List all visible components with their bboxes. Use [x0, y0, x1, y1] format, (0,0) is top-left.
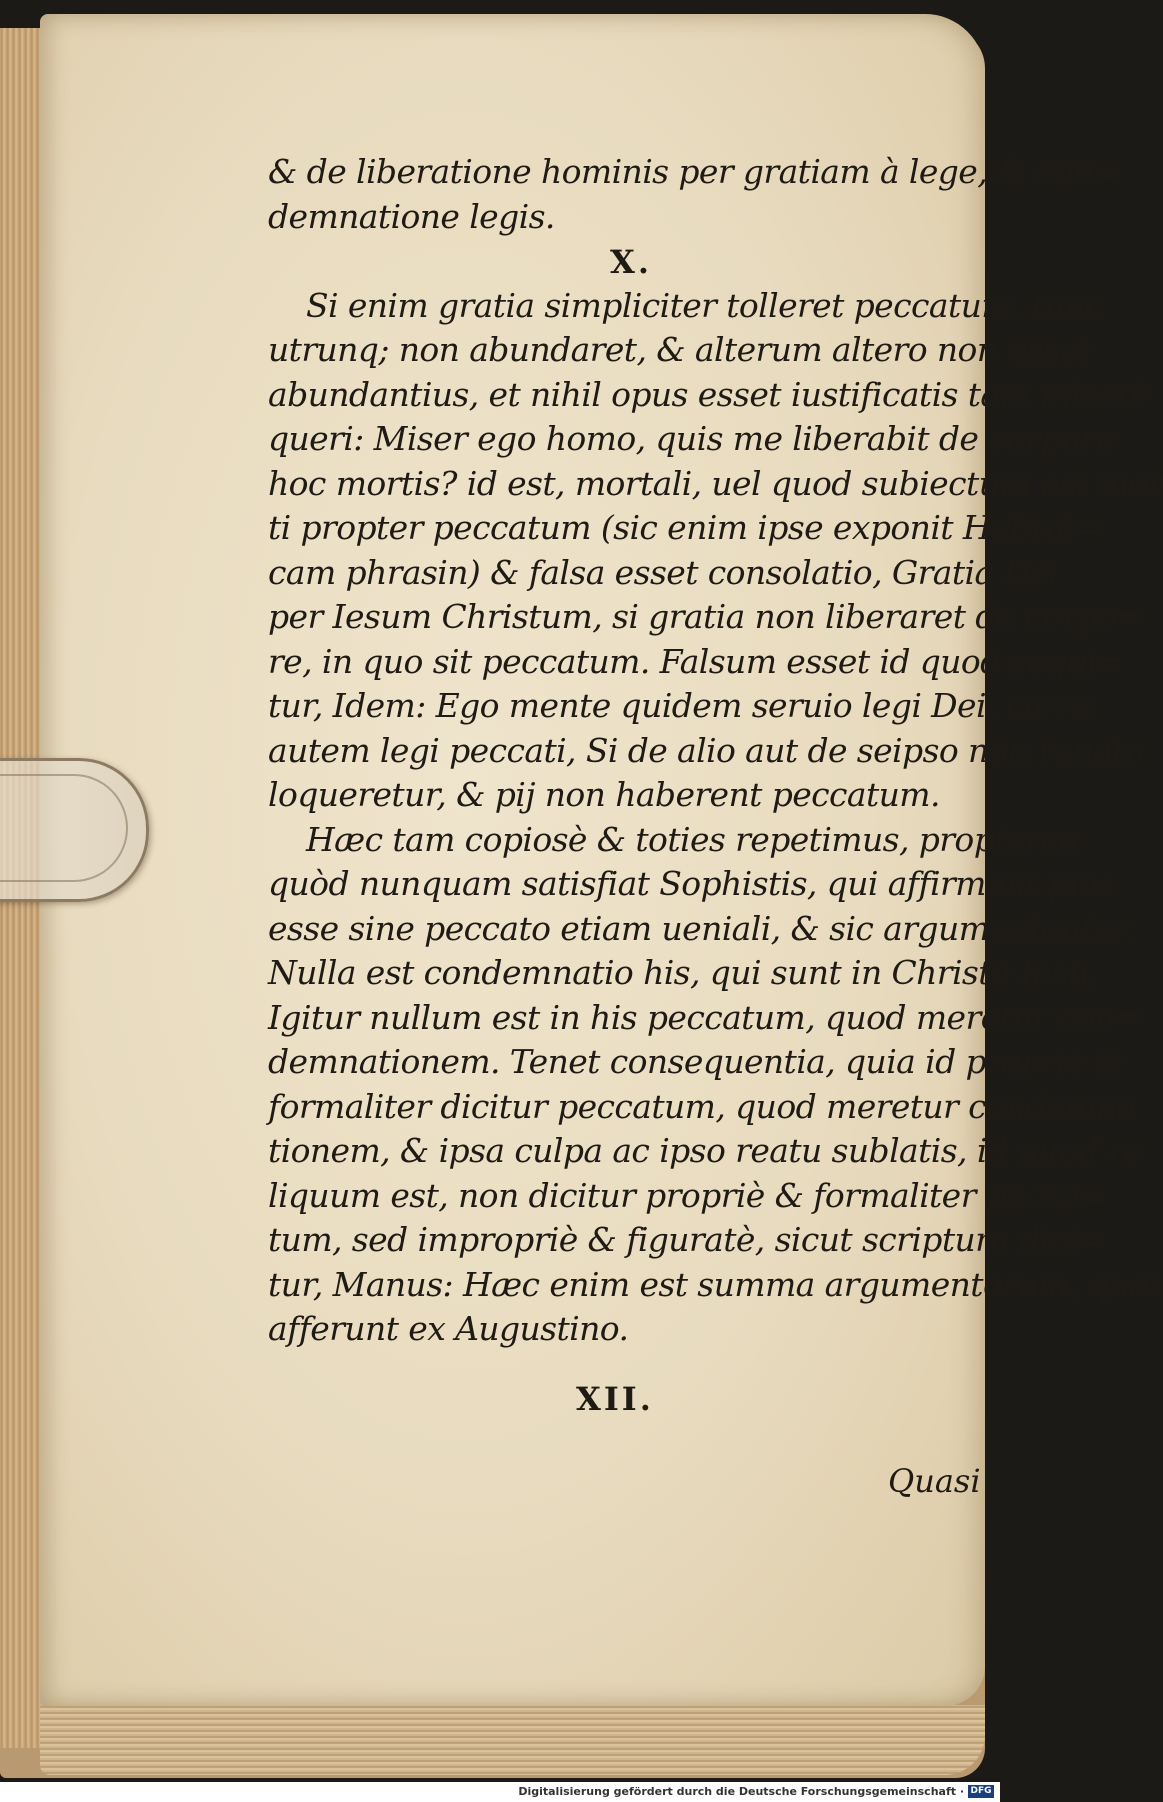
section-heading-x: X. [610, 243, 652, 281]
text-line: tionem, & ipsa culpa ac ipso reatu sublatis, id quod re [268, 1131, 1143, 1170]
text-line: abundantius, et nihil opus esset iustificatis tam miserè [268, 374, 1151, 414]
footer-bar [0, 1782, 1000, 1802]
text-line: Igitur nullum est in his peccatum, quod meretur con= [268, 997, 1143, 1037]
text-line: cam phrasin) & falsa esset consolatio, Gratia Dei [268, 552, 1059, 592]
text-line: queri: Miser ego homo, quis me liberabit de corpore [268, 419, 1115, 458]
page-edge-bottom [40, 1705, 985, 1775]
text-line: liquum est, non dicitur propriè & formaliter pecca= [268, 1175, 1108, 1215]
text-line: demnationem. Tenet consequentia, quia id propriè & [268, 1042, 1124, 1081]
text-line: formaliter dicitur peccatum, quod meretur condemna [268, 1086, 1136, 1126]
text-line: per Iesum Christum, si gratia non liberaret de corpo= [268, 597, 1144, 636]
text-line: ti propter peccatum (sic enim ipse exponit Hebrai= [268, 508, 1102, 547]
page-clip-inner [0, 774, 128, 882]
text-line: utrunq; non abundaret, & alterum altero non esset [268, 330, 1091, 369]
text-line: re, in quo sit peccatum. Falsum esset id quod sequi= [268, 641, 1125, 681]
text-line: Nulla est condemnatio his, qui sunt in Christo Iesu, [268, 953, 1099, 992]
text-line: quòd nunquam satisfiat Sophistis, qui affirmant pios [268, 864, 1115, 903]
dfg-logo-icon: DFG [968, 1785, 994, 1798]
text-line: Si enim gratia simpliciter tolleret peccatum, tunc [306, 285, 1104, 325]
text-line: autem legi peccati, Si de alio aut de seipso non renato [268, 730, 1145, 770]
text-line: tur, Manus: Hæc enim est summa argumentorum, quæ [268, 1264, 1161, 1304]
text-line: tur, Idem: Ego mente quidem seruio legi Dei, carne [268, 686, 1098, 725]
text-line-spacer [268, 239, 976, 284]
text-line: hoc mortis? id est, mortali, uel quod subiectum est mor [268, 463, 1163, 503]
text-line: afferunt ex Augustino. [268, 1309, 629, 1348]
text-line: demnatione legis. [268, 196, 555, 236]
footer-credit: Digitalisierung gefördert durch die Deutsche Forschungsgemeinschaft · [518, 1785, 964, 1798]
catchword: Quasi [888, 1462, 981, 1500]
text-line: tum, sed impropriè & figuratè, sicut scriptura dici= [268, 1220, 1105, 1259]
text-line: & de liberatione hominis per gratiam à lege, & con= [268, 152, 1121, 191]
page-text [268, 150, 1163, 1352]
text-line: loqueretur, & pij non haberent peccatum. [268, 775, 940, 814]
section-heading-xii: XII. [576, 1380, 654, 1418]
text-line: esse sine peccato etiam ueniali, & sic argumentantur, [268, 908, 1137, 948]
text-line: Hæc tam copiosè & toties repetimus, propterea [306, 819, 1079, 859]
